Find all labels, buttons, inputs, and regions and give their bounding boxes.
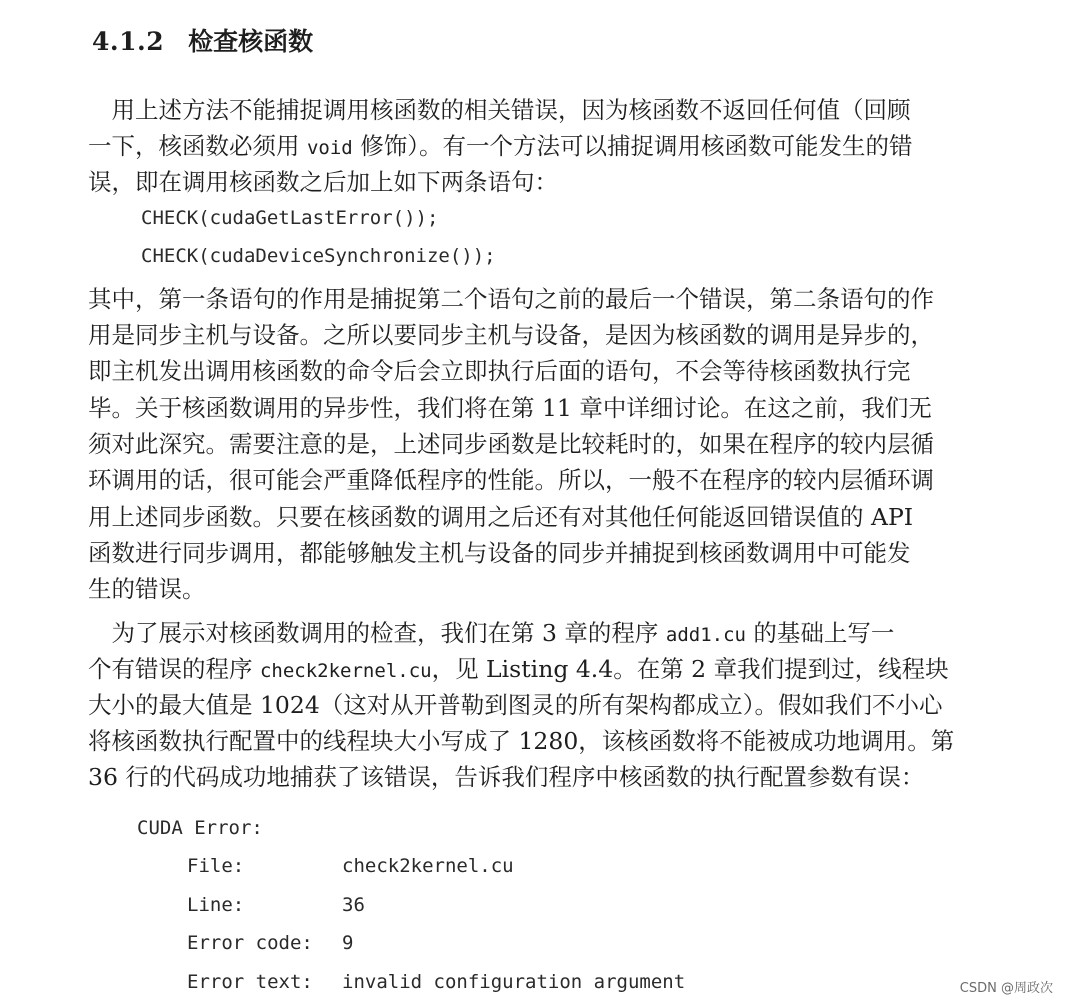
paragraph-1-line-2: 一下，核函数必须用 void 修饰）。有一个方法可以捕捉调用核函数可能发生的错	[88, 132, 913, 160]
paragraph-3-line-4: 将核函数执行配置中的线程块大小写成了 1280，该核函数将不能被成功地调用。第	[88, 727, 955, 755]
paragraph-3-line-1: 为了展示对核函数调用的检查，我们在第 3 章的程序 add1.cu 的基础上写一	[88, 619, 895, 647]
paragraph-3-line-5: 36 行的代码成功地捕获了该错误，告诉我们程序中核函数的执行配置参数有误：	[88, 763, 925, 791]
paragraph-2-line-5: 须对此深究。需要注意的是，上述同步函数是比较耗时的，如果在程序的较内层循	[88, 430, 934, 458]
inline-code-void: void	[306, 137, 353, 159]
error-value: 9	[342, 932, 354, 954]
inline-code-add1: add1.cu	[665, 624, 746, 646]
csdn-watermark: CSDN @周政次	[959, 981, 1053, 996]
section-heading	[92, 22, 313, 58]
error-key: Line:	[187, 894, 245, 916]
code-line-check-device-sync: CHECK(cudaDeviceSynchronize());	[141, 245, 496, 267]
error-output-header: CUDA Error:	[137, 817, 263, 839]
error-value: invalid configuration argument	[342, 971, 686, 993]
error-key: Error code:	[187, 932, 313, 954]
section-title: 检查核函数	[188, 27, 314, 56]
error-key: File:	[187, 855, 245, 877]
paragraph-2-line-1: 其中，第一条语句的作用是捕捉第二个语句之前的最后一个错误，第二条语句的作	[88, 285, 934, 313]
paragraph-3-line-3: 大小的最大值是 1024（这对从开普勒到图灵的所有架构都成立）。假如我们不小心	[88, 691, 943, 719]
error-value: 36	[342, 894, 365, 916]
code-line-check-last-error: CHECK(cudaGetLastError());	[141, 207, 439, 229]
paragraph-2-line-2: 用是同步主机与设备。之所以要同步主机与设备，是因为核函数的调用是异步的，	[88, 321, 934, 349]
section-number: 4.1.2	[92, 27, 165, 56]
paragraph-2-line-6: 环调用的话，很可能会严重降低程序的性能。所以，一般不在程序的较内层循环调	[88, 466, 934, 494]
paragraph-2-line-4: 毕。关于核函数调用的异步性，我们将在第 11 章中详细讨论。在这之前，我们无	[88, 394, 932, 422]
paragraph-2-line-9: 生的错误。	[88, 575, 206, 603]
paragraph-1-line-1: 用上述方法不能捕捉调用核函数的相关错误，因为核函数不返回任何值（回顾	[88, 96, 911, 124]
error-key: Error text:	[187, 971, 313, 993]
paragraph-2-line-3: 即主机发出调用核函数的命令后会立即执行后面的语句，不会等待核函数执行完	[88, 357, 911, 385]
inline-code-check2kernel: check2kernel.cu	[259, 660, 432, 682]
paragraph-2-line-7: 用上述同步函数。只要在核函数的调用之后还有对其他任何能返回错误值的 API	[88, 503, 914, 531]
paragraph-2-line-8: 函数进行同步调用，都能够触发主机与设备的同步并捕捉到核函数调用中可能发	[88, 539, 911, 567]
error-value: check2kernel.cu	[342, 855, 514, 877]
paragraph-1-line-3: 误，即在调用核函数之后加上如下两条语句：	[88, 168, 558, 196]
paragraph-3-line-2: 个有错误的程序 check2kernel.cu，见 Listing 4.4。在第 2 章我们提到过，线程块	[88, 655, 949, 683]
